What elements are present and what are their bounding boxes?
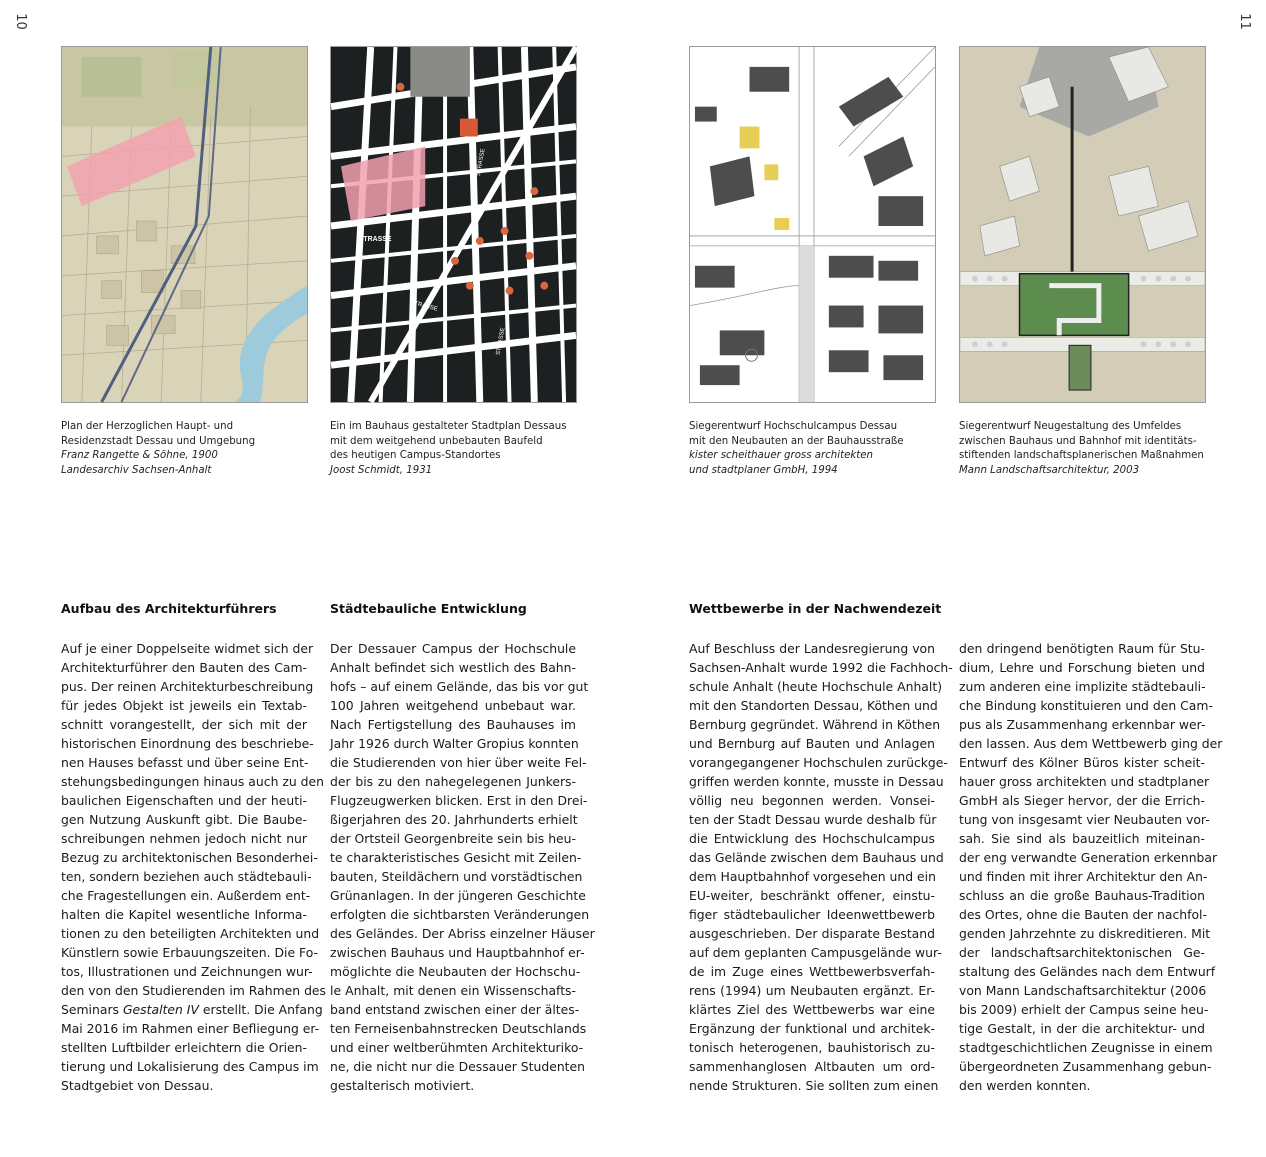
- body-line: che Bindung konstituieren und den Cam-: [959, 698, 1213, 713]
- body-line-with-italic: Seminars Gestalten IV erstellt. Die Anfang: [61, 1002, 323, 1017]
- caption-2: [330, 420, 580, 478]
- body-line: nende Strukturen. Sie sollten zum einen: [689, 1078, 939, 1093]
- body-line: sah. Sie sind als bauzeitlich miteinan-: [959, 831, 1205, 846]
- body-line: tige Gestalt, in der die architektur- und: [959, 1021, 1205, 1036]
- body-line: tung von insgesamt vier Neubauten vor-: [959, 812, 1210, 827]
- body-line: band entstand zwischen einer der ältes-: [330, 1002, 580, 1017]
- body-line: Anhalt befindet sich westlich des Bahn-: [330, 660, 576, 675]
- body-line: möglichte die Neubauten der Hochschu-: [330, 964, 581, 979]
- body-line: dium, Lehre und Forschung bieten und: [959, 660, 1205, 675]
- body-line: zwischen Bauhaus und Hauptbahnhof er-: [330, 945, 585, 960]
- body-line: schluss an die große Bauhaus-Tradition: [959, 888, 1205, 903]
- body-line: und einer weltberühmten Architekturiko-: [330, 1040, 584, 1055]
- body-line: Auf je einer Doppelseite widmet sich der: [61, 641, 314, 656]
- body-line: che Fragestellungen ein. Außerdem ent-: [61, 888, 311, 903]
- body-line: ausgeschrieben. Der disparate Bestand: [689, 926, 935, 941]
- caption-3: [689, 420, 939, 478]
- body-line: stellten Luftbilder erleichtern die Orien-: [61, 1040, 307, 1055]
- map-label-strasse-3: STRASSE: [495, 327, 507, 356]
- figure-campus-site-plan: [689, 46, 936, 403]
- body-line: mit den Standorten Dessau, Köthen und: [689, 698, 938, 713]
- body-line: figer städtebaulicher Ideenwettbewerb: [689, 907, 935, 922]
- body-line: übergeordneten Zusammenhang gebun-: [959, 1059, 1212, 1074]
- body-line: historischen Einordnung des beschriebe-: [61, 736, 314, 751]
- figure-bauhaus-city-plan: [330, 46, 577, 403]
- caption-credit: Landesarchiv Sachsen-Anhalt: [61, 464, 212, 476]
- body-line: hauer gross architekten und stadtplaner: [959, 774, 1210, 789]
- body-line: Künstlern sowie Erbauungszeiten. Die Fo-: [61, 945, 318, 960]
- body-line: stehungsbedingungen hinaus auch zu den: [61, 774, 324, 789]
- body-line: für jedes Objekt ist jeweils ein Textab-: [61, 698, 307, 713]
- caption-credit: und stadtplaner GmbH, 1994: [689, 464, 838, 476]
- body-line: tos, Illustrationen und Zeichnungen wur-: [61, 964, 313, 979]
- page-number-right: 11: [1236, 13, 1252, 30]
- body-line: vorangegangener Hochschulen zurückge-: [689, 755, 948, 770]
- body-line: griffen werden konnte, musste in Dessau: [689, 774, 944, 789]
- body-line: Auf Beschluss der Landesregierung von: [689, 641, 935, 656]
- caption-4: [959, 420, 1209, 478]
- heading-architekturfuehrer: Aufbau des Architekturführers: [61, 601, 277, 616]
- body-line: stadtgeschichtlichen Zeugnisse in einem: [959, 1040, 1213, 1055]
- body-line: völlig neu begonnen werden. Vonsei-: [689, 793, 935, 808]
- heading-staedtebau: Städtebauliche Entwicklung: [330, 601, 527, 616]
- map-label-strasse-1: STRASSE: [358, 235, 392, 243]
- caption-line: zwischen Bauhaus und Bahnhof mit identitäts-: [959, 435, 1197, 447]
- body-line: Entwurf des Kölner Büros kister scheit-: [959, 755, 1205, 770]
- caption-line: Plan der Herzoglichen Haupt- und: [61, 421, 234, 432]
- caption-credit: kister scheithauer gross architekten: [689, 450, 873, 462]
- body-line: gen Nutzung Auskunft gibt. Die Baube-: [61, 812, 307, 827]
- body-line: ten Ferneisenbahnstrecken Deutschlands: [330, 1021, 587, 1036]
- page-number-left: 10: [12, 13, 28, 30]
- body-line: hofs – auf einem Gelände, das bis vor gut: [330, 679, 589, 694]
- body-column-1: [61, 639, 327, 1095]
- body-line: Ergänzung der funktional und architek-: [689, 1021, 935, 1036]
- body-line: halten die Kapitel wesentliche Informa-: [61, 907, 307, 922]
- body-line: 100 Jahren weitgehend unbebaut war.: [330, 698, 576, 713]
- body-line: des Geländes. Der Abriss einzelner Häuser: [330, 926, 595, 941]
- body-line: EU-weiter, beschränkt offener, einstu-: [689, 888, 935, 903]
- body-column-4: [959, 639, 1223, 1095]
- body-line: bis 2009) erhielt der Campus seine heu-: [959, 1002, 1209, 1017]
- body-column-3: [689, 639, 953, 1095]
- body-line: genden Jahrzehnte zu diskreditieren. Mit: [959, 926, 1211, 941]
- body-line: die Entwicklung des Hochschulcampus: [689, 831, 935, 846]
- caption-line: Siegerentwurf Neugestaltung des Umfeldes: [959, 421, 1182, 432]
- caption-line: des heutigen Campus-Standortes: [330, 450, 501, 462]
- body-line: der bis zu den nahegelegenen Junkers-: [330, 774, 576, 789]
- body-line: tonisch heterogenen, bauhistorisch zu-: [689, 1040, 935, 1055]
- body-line: der Ortsteil Georgenbreite sein bis heu-: [330, 831, 576, 846]
- body-line: le Anhalt, mit denen ein Wissenschafts-: [330, 983, 576, 998]
- caption-1: [61, 420, 311, 478]
- caption-line: stiftenden landschaftsplanerischen Maßnahmen: [959, 450, 1204, 462]
- body-line: erfolgten die sichtbarsten Veränderungen: [330, 907, 590, 922]
- body-line: bauten, Steildächern und vorstädtischen: [330, 869, 583, 884]
- caption-line: Residenzstadt Dessau und Umgebung: [61, 435, 256, 447]
- caption-credit: Joost Schmidt, 1931: [330, 464, 433, 476]
- body-line: ten, sondern beziehen auch städtebauli-: [61, 869, 312, 884]
- body-line: GmbH als Sieger hervor, der die Errich-: [959, 793, 1205, 808]
- body-line: ßigerjahren des 20. Jahrhunderts erhielt: [330, 812, 578, 827]
- body-line: der landschaftsarchitektonischen Ge-: [959, 945, 1205, 960]
- body-line: tierung und Lokalisierung des Campus im: [61, 1059, 319, 1074]
- body-line: schnitt vorangestellt, der sich mit der: [61, 717, 307, 732]
- body-line: den von den Studierenden im Rahmen des: [61, 983, 327, 998]
- body-line: Jahr 1926 durch Walter Gropius konnten: [330, 736, 579, 751]
- body-line: schreibungen nehmen jedoch nicht nur: [61, 831, 307, 846]
- body-line: klärtes Ziel des Wettbewerbs war eine: [689, 1002, 935, 1017]
- caption-credit: Franz Rangette & Söhne, 1900: [61, 450, 218, 462]
- map-label-strasse-4: STRASSE: [475, 148, 487, 177]
- figure-historic-map: [61, 46, 308, 403]
- body-line: rens (1994) um Neubauten ergänzt. Er-: [689, 983, 935, 998]
- body-line: und finden mit ihrer Architektur den An-: [959, 869, 1208, 884]
- caption-line: mit den Neubauten an der Bauhausstraße: [689, 435, 904, 447]
- body-line: Bezug zu architektonischen Besonderhei-: [61, 850, 318, 865]
- body-line: de im Zuge eines Wettbewerbsverfah-: [689, 964, 935, 979]
- body-line: das Gelände zwischen dem Bauhaus und: [689, 850, 944, 865]
- body-line: Der Dessauer Campus der Hochschule: [330, 641, 576, 656]
- caption-line: Siegerentwurf Hochschulcampus Dessau: [689, 421, 898, 432]
- body-line: den werden konnten.: [959, 1078, 1091, 1093]
- caption-line: Ein im Bauhaus gestalteter Stadtplan Dessaus: [330, 421, 567, 432]
- body-line: Mai 2016 im Rahmen einer Befliegung er-: [61, 1021, 320, 1036]
- body-line: dem Hauptbahnhof vorgesehen und ein: [689, 869, 936, 884]
- body-line: gestalterisch motiviert.: [330, 1078, 475, 1093]
- body-line: schule Anhalt (heute Hochschule Anhalt): [689, 679, 943, 694]
- body-line: den lassen. Aus dem Wettbewerb ging der: [959, 736, 1223, 751]
- body-line: Nach Fertigstellung des Bauhauses im: [330, 717, 576, 732]
- body-line: nen Hauses befasst und über seine Ent-: [61, 755, 309, 770]
- body-line: pus. Der reinen Architekturbeschreibung: [61, 679, 314, 694]
- body-line: Sachsen-Anhalt wurde 1992 die Fachhoch-: [689, 660, 953, 675]
- figure-landscape-rendering: [959, 46, 1206, 403]
- body-line: sammenhanglosen Altbauten um ord-: [689, 1059, 935, 1074]
- body-line: pus als Zusammenhang erkennbar wer-: [959, 717, 1206, 732]
- body-line: zum anderen eine implizite städtebauli-: [959, 679, 1206, 694]
- body-line: baulichen Eigenschaften und der heuti-: [61, 793, 307, 808]
- body-line: Stadtgebiet von Dessau.: [61, 1078, 214, 1093]
- body-line: staltung des Geländes nach dem Entwurf: [959, 964, 1216, 979]
- body-line: des Ortes, ohne die Bauten der nachfol-: [959, 907, 1207, 922]
- body-line: ne, die nicht nur die Dessauer Studenten: [330, 1059, 586, 1074]
- body-line: ten der Stadt Dessau wurde deshalb für: [689, 812, 937, 827]
- map-label-strasse-2: STRASSE: [409, 299, 439, 313]
- body-line: Grünanlagen. In der jüngeren Geschichte: [330, 888, 586, 903]
- body-line: Flugzeugwerken blicken. Erst in den Drei-: [330, 793, 588, 808]
- body-line: den dringend benötigten Raum für Stu-: [959, 641, 1205, 656]
- body-line: und Bernburg auf Bauten und Anlagen: [689, 736, 935, 751]
- body-line: der eng verwandte Generation erkennbar: [959, 850, 1218, 865]
- caption-line: mit dem weitgehend unbebauten Baufeld: [330, 435, 543, 447]
- body-line: tionen zu den beteiligten Architekten und: [61, 926, 320, 941]
- body-line: die Studierenden von hier über weite Fel-: [330, 755, 587, 770]
- body-column-2: [330, 639, 595, 1095]
- body-line: te charakteristisches Gesicht mit Zeilen-: [330, 850, 582, 865]
- body-line: Architekturführer den Bauten des Cam-: [61, 660, 307, 675]
- body-line: Bernburg gegründet. Während in Köthen: [689, 717, 941, 732]
- body-line: auf dem geplanten Campusgelände wur-: [689, 945, 942, 960]
- caption-credit: Mann Landschaftsarchitektur, 2003: [959, 464, 1140, 476]
- body-line: von Mann Landschaftsarchitektur (2006: [959, 983, 1207, 998]
- heading-wettbewerbe: Wettbewerbe in der Nachwendezeit: [689, 601, 942, 616]
